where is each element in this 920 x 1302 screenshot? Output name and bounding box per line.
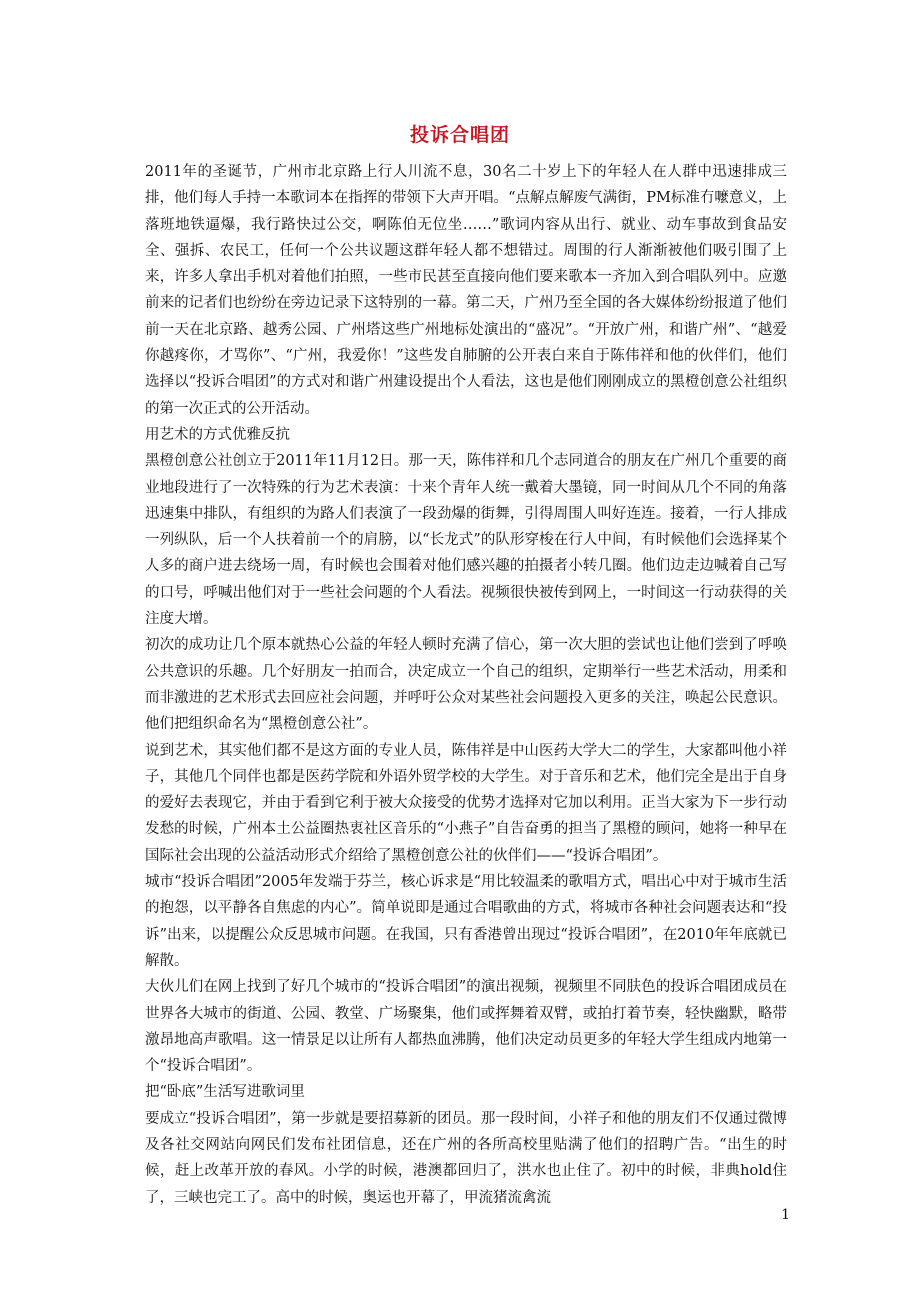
article-title: 投诉合唱团 [409, 124, 510, 146]
paragraph-opening: 2011年的圣诞节，广州市北京路上行人川流不息，30名二十岁上下的年轻人在人群中迅速排成三排，他们每人手持一本歌词本在指挥的带领下大声开唱。“点解点解废气满街，PM标准冇嚒意义，上落班地铁逼爆，我行路快过公交，啊陈伯无位坐……”歌词内容从出行、就业、动车事故到食品安全、强拆、农民工，任何一个公共议题这群年轻人都不想错过。周围的行人渐渐被他们吸引围了上来，许多人拿出手机对着他们拍照，一些市民甚至直接向他们要来歌本一齐加入到合唱队列中。应邀前来的记者们也纷纷在旁边记录下这特别的一幕。第二天，广州乃至全国的各大媒体纷纷报道了他们前一天在北京路、越秀公园、广州塔这些广州地标处演出的“盛况”。“开放广州，和谐广州”、“越爱你越疼你，才骂你”、“广州，我爱你！”这些发自肺腑的公开表白来自于陈伟祥和他的伙伴们，他们选择以“投诉合唱团”的方式对和谐广州建设提出个人看法，这也是他们刚刚成立的黑橙创意公社组织的第一次正式的公开活动。 [145, 164, 787, 417]
paragraph-first-success: 初次的成功让几个原本就热心公益的年轻人顿时充满了信心，第一次大胆的尝试也让他们尝到了呼唤公共意识的乐趣。几个好朋友一拍而合，决定成立一个自己的组织，定期举行一些艺术活动，用柔和而非激进的艺术形式去回应社会问题，并呼吁公众对某些社会问题投入更多的关注，唤起公民意识。他们把组织命名为“黑橙创意公社”。 [145, 637, 787, 733]
paragraph-videos: 大伙儿们在网上找到了好几个城市的“投诉合唱团”的演出视频，视频里不同肤色的投诉合唱团成员在世界各大城市的街道、公园、教堂、广场聚集，他们或挥舞着双臂，或拍打着节奏，轻快幽默，略带激昂地高声歌唱。这一情景足以让所有人都热血沸腾，他们决定动员更多的年轻大学生组成内地第一个“投诉合唱团”。 [145, 979, 787, 1075]
paragraph-about-art: 说到艺术，其实他们都不是这方面的专业人员，陈伟祥是中山医药大学大二的学生，大家都叫他小祥子，其他几个同伴也都是医药学院和外语外贸学校的大学生。对于音乐和艺术，他们完全是出于自身的爱好去表现它，并由于看到它利于被大众接受的优势才选择对它加以利用。正当大家为下一步行动发愁的时候，广州本土公益圈热衷社区音乐的“小燕子”自告奋勇的担当了黑橙的顾问，她将一种早在国际社会出现的公益活动形式介绍给了黑橙创意公社的伙伴们——“投诉合唱团”。 [145, 742, 787, 864]
paragraph-founding: 黑橙创意公社创立于2011年11月12日。那一天，陈伟祥和几个志同道合的朋友在广州几个重要的商业地段进行了一次特殊的行为艺术表演：十来个青年人统一戴着大墨镜，同一时间从几个不同的角落迅速集中排队，有组织的为路人们表演了一段劲爆的街舞，引得周围人叫好连连。接着，一行人排成一列纵队，后一个人扶着前一个的肩膀，以“长龙式”的队形穿梭在行人中间，有时候他们会选择某个人多的商户进去绕场一周，有时候也会围着对他们感兴趣的拍摄者小转几圈。他们边走边喊着自己写的口号，呼喊出他们对于一些社会问题的个人看法。视频很快被传到网上，一时间这一行动获得的关注度大增。 [145, 453, 787, 628]
paragraph-recruitment: 要成立“投诉合唱团”，第一步就是要招募新的团员。那一段时间，小祥子和他的朋友们不仅通过微博及各社交网站向网民们发布社团信息，还在广州的各所高校里贴满了他们的招聘广告。“出生的时候，赶上改革开放的春风。小学的时候，港澳都回归了，洪水也止住了。初中的时候，非典hold住了，三峡也完工了。高中的时候，奥运也开幕了，甲流猪流禽流 [145, 1110, 787, 1206]
paragraph-origin-finland: 城市“投诉合唱团”2005年发端于芬兰，核心诉求是“用比较温柔的歌唱方式，唱出心中对于城市生活的抱怨，以平静各自焦虑的内心”。简单说即是通过合唱歌曲的方式，将城市各种社会问题表达和“投诉”出来，以提醒公众反思城市问题。在我国，只有香港曾出现过“投诉合唱团”，在2010年年底就已解散。 [145, 874, 787, 969]
article-body [145, 159, 787, 1211]
section-heading-art: 用艺术的方式优雅反抗 [145, 426, 290, 443]
section-heading-lyrics: 把“卧底”生活写进歌词里 [145, 1084, 305, 1101]
page-number: 1 [781, 1207, 790, 1223]
